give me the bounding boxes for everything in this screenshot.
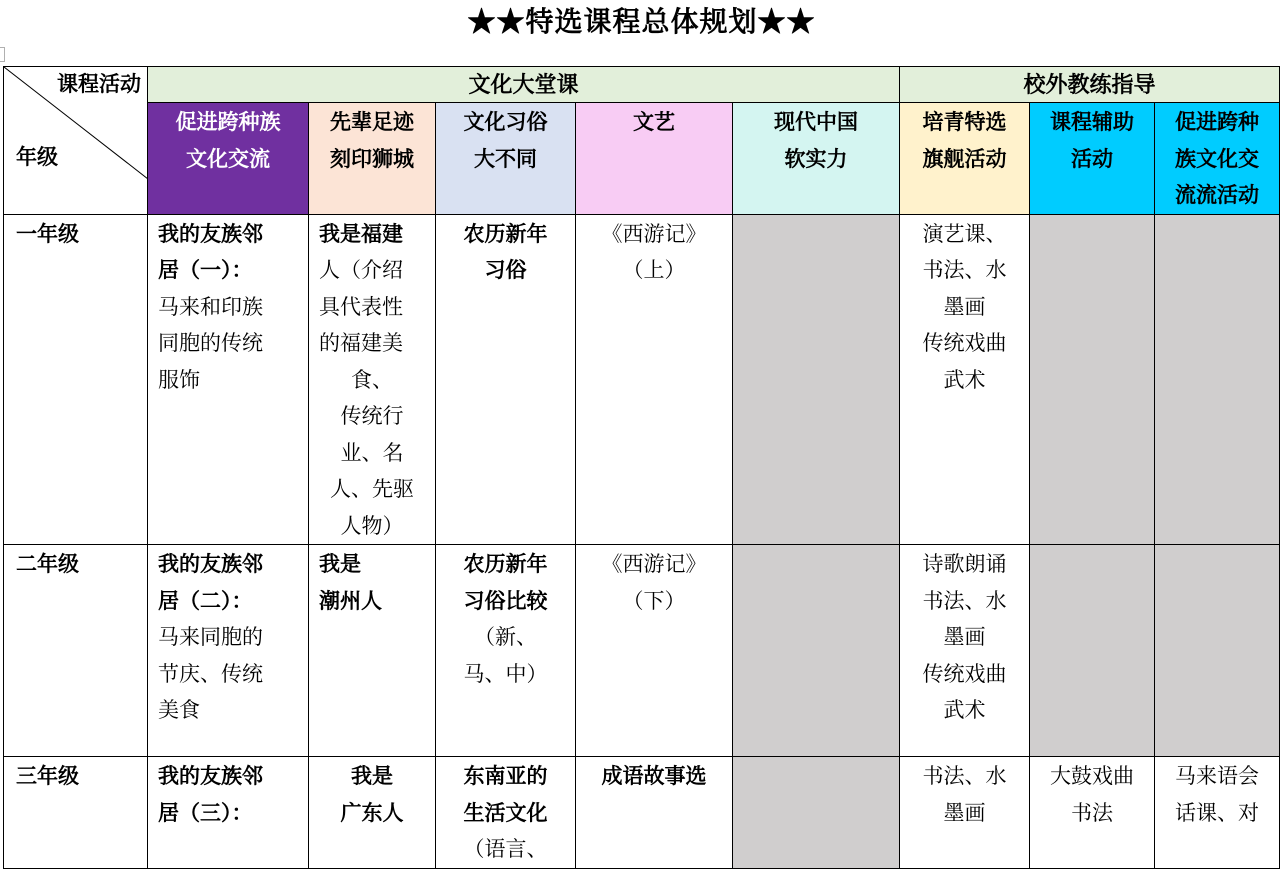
table-cell: 我的友族邻 居（一）： 马来和印族 同胞的传统 服饰 <box>148 214 309 545</box>
table-cell: 我的友族邻 居（二）： 马来同胞的 节庆、传统 美食 <box>148 545 309 757</box>
table-cell: 我是福建 人（介绍 具代表性 的福建美 食、 传统行 业、名 人、先驱 人物） <box>309 214 436 545</box>
table-cell: 农历新年 习俗 <box>436 214 576 545</box>
empty-cell <box>1030 214 1155 545</box>
page-title: ★★特选课程总体规划★★ <box>467 5 816 38</box>
table-cell: 农历新年 习俗比较 （新、 马、中） <box>436 545 576 757</box>
table-cell: 东南亚的 生活文化 （语言、 <box>436 757 576 869</box>
column-header: 促进跨种 族文化交 流流活动 <box>1155 103 1280 215</box>
empty-cell <box>1155 214 1280 545</box>
column-header: 现代中国 软实力 <box>733 103 900 215</box>
table-cell: 我是 广东人 <box>309 757 436 869</box>
table-cell: 我是 潮州人 <box>309 545 436 757</box>
table-cell: 《西游记》 （上） <box>576 214 733 545</box>
column-header: 促进跨种族 文化交流 <box>148 103 309 215</box>
table-row <box>4 757 1280 869</box>
corner-label-grade: 年级 <box>16 144 58 169</box>
empty-cell <box>1155 545 1280 757</box>
empty-cell <box>1030 545 1155 757</box>
course-plan-table <box>3 66 1280 869</box>
empty-cell <box>733 545 900 757</box>
table-row <box>4 214 1280 545</box>
column-header: 文艺 <box>576 103 733 215</box>
table-cell: 马来语会 话课、对 <box>1155 757 1280 869</box>
empty-cell <box>733 214 900 545</box>
column-header: 文化习俗 大不同 <box>436 103 576 215</box>
table-cell: 大鼓戏曲 书法 <box>1030 757 1155 869</box>
table-cell: 诗歌朗诵 书法、水 墨画 传统戏曲 武术 <box>900 545 1030 757</box>
page-marker <box>0 47 5 62</box>
table-cell: 成语故事选 <box>576 757 733 869</box>
corner-header <box>4 67 148 215</box>
table-cell: 演艺课、 书法、水 墨画 传统戏曲 武术 <box>900 214 1030 545</box>
group-header-culture: 文化大堂课 <box>148 67 900 103</box>
table-cell: 书法、水 墨画 <box>900 757 1030 869</box>
column-header: 培青特选 旗舰活动 <box>900 103 1030 215</box>
column-header: 先辈足迹 刻印狮城 <box>309 103 436 215</box>
corner-label-activities: 课程活动 <box>57 71 141 96</box>
grade-label: 一年级 <box>4 214 148 545</box>
grade-label: 二年级 <box>4 545 148 757</box>
table-row <box>4 545 1280 757</box>
table-cell: 我的友族邻 居（三）： <box>148 757 309 869</box>
group-header-external: 校外教练指导 <box>900 67 1280 103</box>
grade-label: 三年级 <box>4 757 148 869</box>
empty-cell <box>733 757 900 869</box>
table-cell: 《西游记》 （下） <box>576 545 733 757</box>
column-header: 课程辅助 活动 <box>1030 103 1155 215</box>
